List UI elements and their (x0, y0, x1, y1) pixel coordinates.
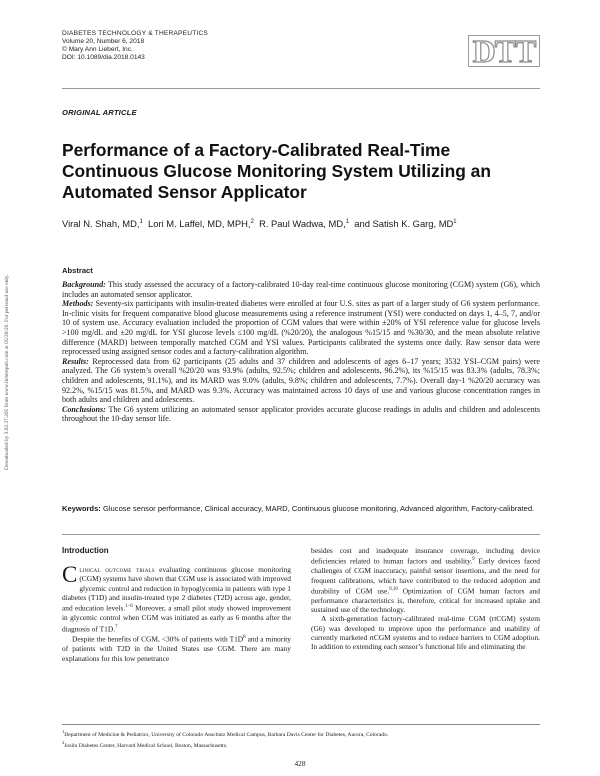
abstract-body (62, 280, 540, 424)
abstract-heading: Abstract (62, 266, 93, 275)
drop-cap: C (62, 562, 78, 587)
footnote-number: 1 (62, 729, 65, 734)
page-number: 428 (294, 759, 306, 768)
body-column-right (311, 546, 540, 652)
section-divider (62, 534, 540, 535)
lead-in-smallcaps: linical outcome trials (79, 565, 155, 574)
paragraph-text: besides cost and inadequate insurance coverage, including device deficiencies related to human factors and usability. (311, 546, 540, 566)
intro-paragraph (62, 562, 292, 633)
footnote-text: Department of Medicine & Pediatrics, University of Colorado Anschutz Medical Campus, Barbara Davis Center for Diabetes, Aurora, Colorado. (64, 731, 389, 738)
abstract-background (62, 280, 540, 299)
footnote-number: 2 (62, 739, 65, 745)
abstract-background-label: Background: (62, 280, 106, 289)
journal-logo: DTT (468, 35, 540, 67)
article-type: ORIGINAL ARTICLE (62, 108, 137, 117)
intro-paragraph: A sixth-generation factory-calibrated real-time CGM (rtCGM) system (G6) was developed to improve upon the performance and usability of currently marketed rtCGM systems and to reduce barriers to CGM adoption. In addition to extending each sensor’s functional life and eliminating the (311, 614, 540, 652)
keywords-text: Glucose sensor performance, Clinical accuracy, MARD, Continuous glucose monitoring, Advanced algorithm, Factory-calibrated. (102, 504, 535, 513)
download-notice: Downloaded by 3.92.37.205 from www.liebertpub.com at 05/20/20. For personal use only. (4, 274, 10, 470)
footnote (62, 739, 540, 750)
abstract-methods-text: Seventy-six participants with insulin-treated diabetes were enrolled at four U.S. sites as part of a larger study of G6 system performance. In-clinic visits for frequent comparative blood glucose measurements using a reference instrument (YSI) were conducted on days 1, 4–5, 7, and/or 10 of system use. Accuracy evaluation included the proportion of CGM values that were within ±20% of YSI reference value for glucose levels >100 mg/dL and ±20 mg/dL for YSI glucose levels ≤100 mg/dL (%20/20), the analogous %15/15 and %30/30, and the mean absolute relative difference (MARD) between temporally matched CGM and YSI values. Participants calibrated the systems once daily. Raw sensor data were reprocessed using assigned sensor codes and a factory-calibration algorithm. (62, 299, 540, 357)
journal-copyright: © Mary Ann Liebert, Inc. (62, 46, 133, 53)
author-list (62, 216, 542, 230)
introduction-heading: Introduction (62, 546, 109, 555)
paragraph-text: evaluating continuous glucose monitoring (CGM) systems have shown that CGM use is associated with improved glycemic control and reduction in hypoglycemia in patients with type 1 diabetes (T1D) and insulin-treated type 2 diabetes (T2D) across age, gender, and education levels. (62, 565, 292, 613)
footnote (62, 728, 540, 739)
footnote-text: Joslin Diabetes Center, Harvard Medical School, Boston, Massachusetts. (64, 742, 228, 749)
abstract-results-label: Results: (62, 356, 89, 366)
author-affiliation: 1 (453, 219, 457, 225)
author-name: Lori M. Laffel, MD, MPH, (148, 218, 251, 230)
author-name: and Satish K. Garg, MD (354, 218, 454, 230)
journal-info (62, 30, 362, 62)
abstract-conclusions-label: Conclusions: (62, 404, 106, 414)
abstract-results-text: Reprocessed data from 62 participants (25 adults and 37 children and adolescents of ages 6–17 years; 3532 YSI–CGM pairs) were analyzed. The G6 system’s overall %20/20 was 93.9% (adults, 92.5%; children and adolescents, 96.2%), its %15/15 was 83.3% (adults, 78.3%; children and adolescents, 91.1%), and its MARD was 9.0% (adults, 9.8%; children and adolescents, 7.7%). Overall day-1 %20/20 accuracy was 92.2%, %15/15 was 81.5%, and MARD was 9.3%. Accuracy was maintained across 10 days of use and various glucose concentration ranges in both adults and children and adolescents. (62, 356, 541, 405)
abstract-methods (62, 299, 540, 357)
abstract-results (62, 357, 540, 405)
citation: 7 (115, 624, 118, 630)
journal-name: DIABETES TECHNOLOGY & THERAPEUTICS (62, 30, 209, 37)
author-name: Viral N. Shah, MD, (62, 218, 140, 230)
citation: 1–6 (125, 604, 133, 610)
intro-paragraph (311, 546, 540, 614)
keywords (62, 504, 540, 514)
paragraph-text: Despite the benefits of CGM, <30% of patients with T1D (72, 634, 244, 644)
header-divider (62, 88, 540, 89)
abstract-background-text: This study assessed the accuracy of a factory-calibrated 10-day real-time continuous glucose monitoring (CGM) system (G6), which includes an automated sensor applicator. (62, 280, 541, 299)
footnotes (62, 728, 540, 750)
author-affiliation: 1 (345, 219, 350, 225)
paragraph-text: Early devices faced challenges of CGM inaccuracy, painful sensor insertions, and the need for frequent calibrations, which have contributed to the reduced adoption and durability of CGM use. (311, 556, 540, 596)
keywords-label: Keywords: (62, 504, 101, 513)
journal-volume: Volume 20, Number 6, 2018 (62, 38, 145, 45)
citation: 9 (472, 557, 475, 563)
citation: 8 (243, 635, 246, 641)
abstract-conclusions-text: The G6 system utilizing an automated sensor applicator provides accurate glucose readings in adults and children and adolescents throughout the 10-day sensor life. (62, 404, 540, 424)
journal-doi: DOI: 10.1089/dia.2018.0143 (62, 54, 145, 61)
author-affiliation: 1 (139, 219, 143, 225)
abstract-conclusions (62, 405, 540, 424)
citation: 9,10 (389, 586, 398, 592)
abstract-methods-label: Methods: (62, 299, 94, 309)
article-title: Performance of a Factory-Calibrated Real-Time Continuous Glucose Monitoring System Utilizing an Automated Sensor Applicator (62, 140, 491, 202)
footnote-divider (62, 724, 540, 725)
paragraph-text: Moreover, a small pilot study showed improvement in glycemic control when CGM was initiated as early as 6 months after the diagnosis of T1D. (62, 603, 291, 633)
intro-paragraph (62, 633, 291, 663)
author-name: R. Paul Wadwa, MD, (259, 218, 346, 230)
paragraph-text: and a minority of patients with T2D in the United States use CGM. There are many explanations for this low penetrance (62, 634, 292, 663)
paragraph-text: Optimization of CGM human factors and performance characteristics is, therefore, critical for increased uptake and sustained use of the technology. (311, 586, 540, 614)
author-affiliation: 2 (250, 219, 254, 225)
body-column-left (62, 562, 292, 663)
